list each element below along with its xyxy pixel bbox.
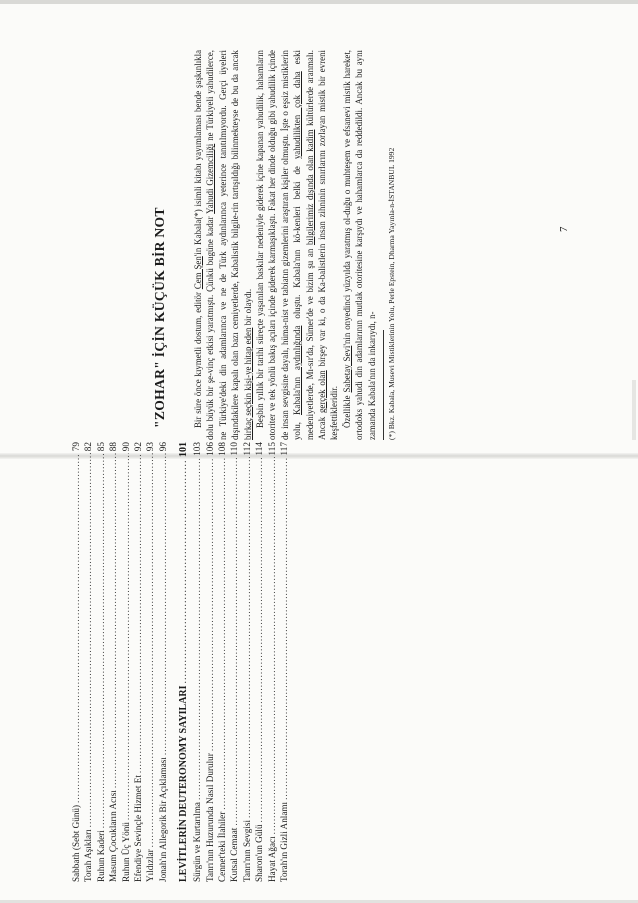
toc-entry: Tanrı'nın Huzurunda Nasıl Durulur ..... 106 — [204, 442, 216, 882]
toc-entry: Hayat Ağacı ..... 115 — [266, 442, 278, 882]
toc-section-heading: LEVİTLERİN DEUTERONOMY SAYILARI ..... 101 — [177, 442, 191, 882]
toc-entry: Masum Çocukların Acısı ..... 88 — [107, 442, 119, 882]
scan-edge-mark — [632, 380, 636, 440]
toc-entry: Cennet'teki İlahiler ..... 108 — [216, 442, 228, 882]
toc-entry: Jonah'ın Allegorik Bir Açıklaması ..... 96 — [157, 442, 169, 882]
page-number: 7 — [558, 226, 570, 232]
footnote: (*) Bkz. Kabala, Musevi Mistiklerinin Yolu, Perle Epstein, Dharma Yayınla-n-İSTANBUL 1992 — [387, 147, 397, 440]
scan-top-edge — [0, 0, 638, 4]
toc-entry: Torah'ın Gizli Anlamı ..... 117 — [278, 442, 290, 882]
toc-entry: Efendiye Sevinçle Hizmet Et ..... 92 — [132, 442, 144, 882]
paragraph-1: Bir süre önce kıymetli dostum, editör Cem Şen'in Kabala(*) isimli kitabı yayımlaması bende şaşkınlıkla dolu büyük bir şe-vinç etkisi yaratmıştı. Çünkü bugüne kadar Yahudi Gizemciliği ne Türkiyeli yahudilerce, ne Türkiye'deki din adamlarınca ve ne de Türk aydınlarınca yeterince tanıtılmıyordu. Gerçi üyeleri dışındakilere kapalı olan bazı cemiyetlerde, Kabalistik bilgile-rin tartışıldığı bilinmekteyse de bu da ancak birkaç seçkin kişi-ye hitap eden bir olaydı. — [193, 49, 253, 440]
footnote-rule — [383, 330, 384, 440]
toc-entry: Sharon'un Gülü ..... 114 — [253, 442, 265, 882]
toc-entry: Tanrı'nın Sevgisi ..... 112 — [241, 442, 253, 882]
article — [150, 50, 397, 440]
paragraph-2: Beşbin yıllık bir tarihi süreçte yaşanılan baskılar nedeniyle giderek içine kapanan yahudilik, hahamların otoriter ve tek yönlü bakış açıları içinde giderek karmaşıklaştı. Fakat her dinde olduğu gibi yahudilik içinde de insan sevgisine dayalı, hüma-nist ve tabiatın gizemlerini araştıran kişiler olmuştu. İşte o eşsiz mistiklerin yolu, Kabala'nın aydınlığında oluştu. Kabala'nın kö-kenleri belki de yahudilikten çok daha eski medeniyetlerde, Mı-sır'da, Sümer'de ve bizim şu an bilgilerimiz dışında olan kadim kültürlerde aranmalı. Ancak gerçek olan birşey var ki, o da Ka-balistlerin insan zihninin sınırlarını zorlayan mistik bir evreni keşfettikleridir. — [255, 49, 340, 440]
table-of-contents — [70, 442, 291, 882]
paragraph-3: Özellikle Sabetay Sevi'nin onyedinci yüzyılda yaratmış ol-duğu o muhteşem ve efsanevi mistik hareket, ortodoks yahudi din adamlarının mutlak otoritesine karşıydı ve hahamlarca da reddedildi. Ancak bu aynı zamanda Kabala'nın da inkarıydı, n- — [341, 49, 377, 440]
toc-entries — [70, 442, 169, 882]
toc-entry: Yıldızlar ..... 93 — [144, 442, 156, 882]
toc-entry: Sabbath (Sebt Günü) ..... 79 — [70, 442, 82, 882]
toc-entry: Sürgün ve Kurtarılma ..... 103 — [191, 442, 203, 882]
toc-entry: Torah Aşıkları ..... 82 — [82, 442, 94, 882]
article-title: "ZOHAR" İÇİN KÜÇÜK BİR NOT — [152, 207, 167, 428]
toc-entry: Ruhun Üç Yönü ..... 90 — [120, 442, 132, 882]
toc-entry: Kutsal Cemaat ..... 110 — [228, 442, 240, 882]
toc-entry: Ruhun Kaderi ..... 85 — [95, 442, 107, 882]
toc-section-entries — [191, 442, 290, 882]
